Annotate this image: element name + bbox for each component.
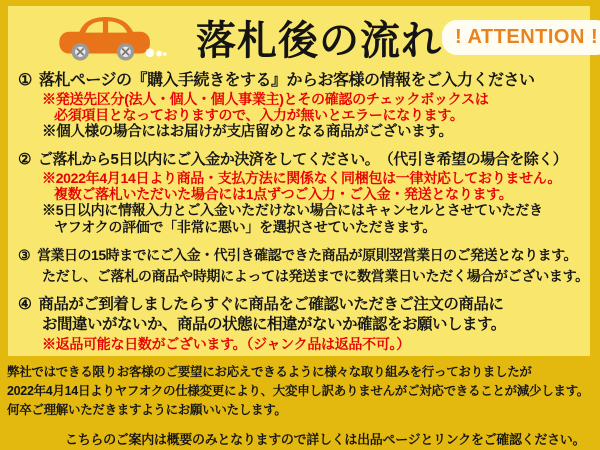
page-title: 落札後の流れ [196, 18, 442, 63]
footer-bottom-line: こちらのご案内は概要のみとなりますので詳しくは出品ページとリンクをご確認ください。 [65, 432, 586, 447]
step-number: ③ [18, 247, 31, 263]
car-icon [50, 10, 168, 64]
step-note: 複数ご落札いただいた場合には1点ずつご入力・ご入金・発送となります。 [54, 186, 513, 202]
step-3 [18, 245, 590, 287]
step-note: ただし、ご落札の商品や時期によっては発送までに数営業日いただく場合がございます。 [42, 268, 589, 284]
step-4 [18, 295, 590, 354]
footer-line: 何卒ご理解いただきますようにお願いいたします。 [7, 403, 287, 417]
step-2 [18, 149, 590, 236]
step-note: ※2022年4月14日より商品・支払方法に関係なく同梱包は一律対応しておりません。 [42, 170, 562, 186]
step-number: ④ [18, 296, 32, 313]
step-heading-text: ご落札から5日以内にご入金か決済をしてください。 （代引き希望の場合を除く） [37, 151, 568, 168]
step-heading [18, 149, 590, 170]
step-heading-text: 落札ページの『購入手続きをする』からお客様の情報をご入力ください [38, 72, 535, 89]
step-note: ※返品可能な日数がございます。（ジャンク品は返品不可。） [42, 336, 410, 352]
step-heading [18, 295, 590, 315]
footer-line: 弊社ではできる限りお客様のご要望にお応えできるように様々な取り組みを行っておりましたが [7, 365, 532, 379]
step-heading [18, 245, 590, 266]
step-note: ヤフオクの評価で「非常に悪い」を選択させていただきます。 [54, 219, 437, 235]
step-note: ※5日以内に情報入力とご入金いただけない場合にはキャンセルとさせていただき [42, 202, 543, 218]
step-note: ※発送先区分(法人・個人・個人事業主)とその確認のチェックボックスは [42, 91, 489, 107]
step-note: ※個人様の場合にはお届けが支店留めとなる商品がございます。 [42, 124, 453, 140]
step-note: お間違いがないか、商品の状態に相違がないか確認をお願いします。 [42, 316, 506, 333]
step-heading-text: 商品がご到着しましたらすぐに商品をご確認いただきご注文の商品に [38, 296, 504, 313]
attention-badge: ! ATTENTION ! [442, 20, 600, 55]
footer-note [0, 356, 600, 448]
step-note: 必須項目となっておりますので、入力が無いとエラーになります。 [54, 107, 464, 123]
step-heading [18, 70, 590, 91]
notice-panel [8, 6, 599, 356]
header [18, 8, 599, 64]
step-number: ② [18, 151, 31, 168]
step-1 [18, 70, 590, 142]
step-heading-text: 営業日の15時までにご入金・代引き確認できた商品が原則翌営業日のご発送となります。 [37, 247, 578, 263]
step-number: ① [18, 72, 32, 89]
footer-line: 2022年4月14日よりヤフオクの仕様変更により、大変申し訳ありませんがご対応できることが減少します。 [7, 384, 589, 398]
